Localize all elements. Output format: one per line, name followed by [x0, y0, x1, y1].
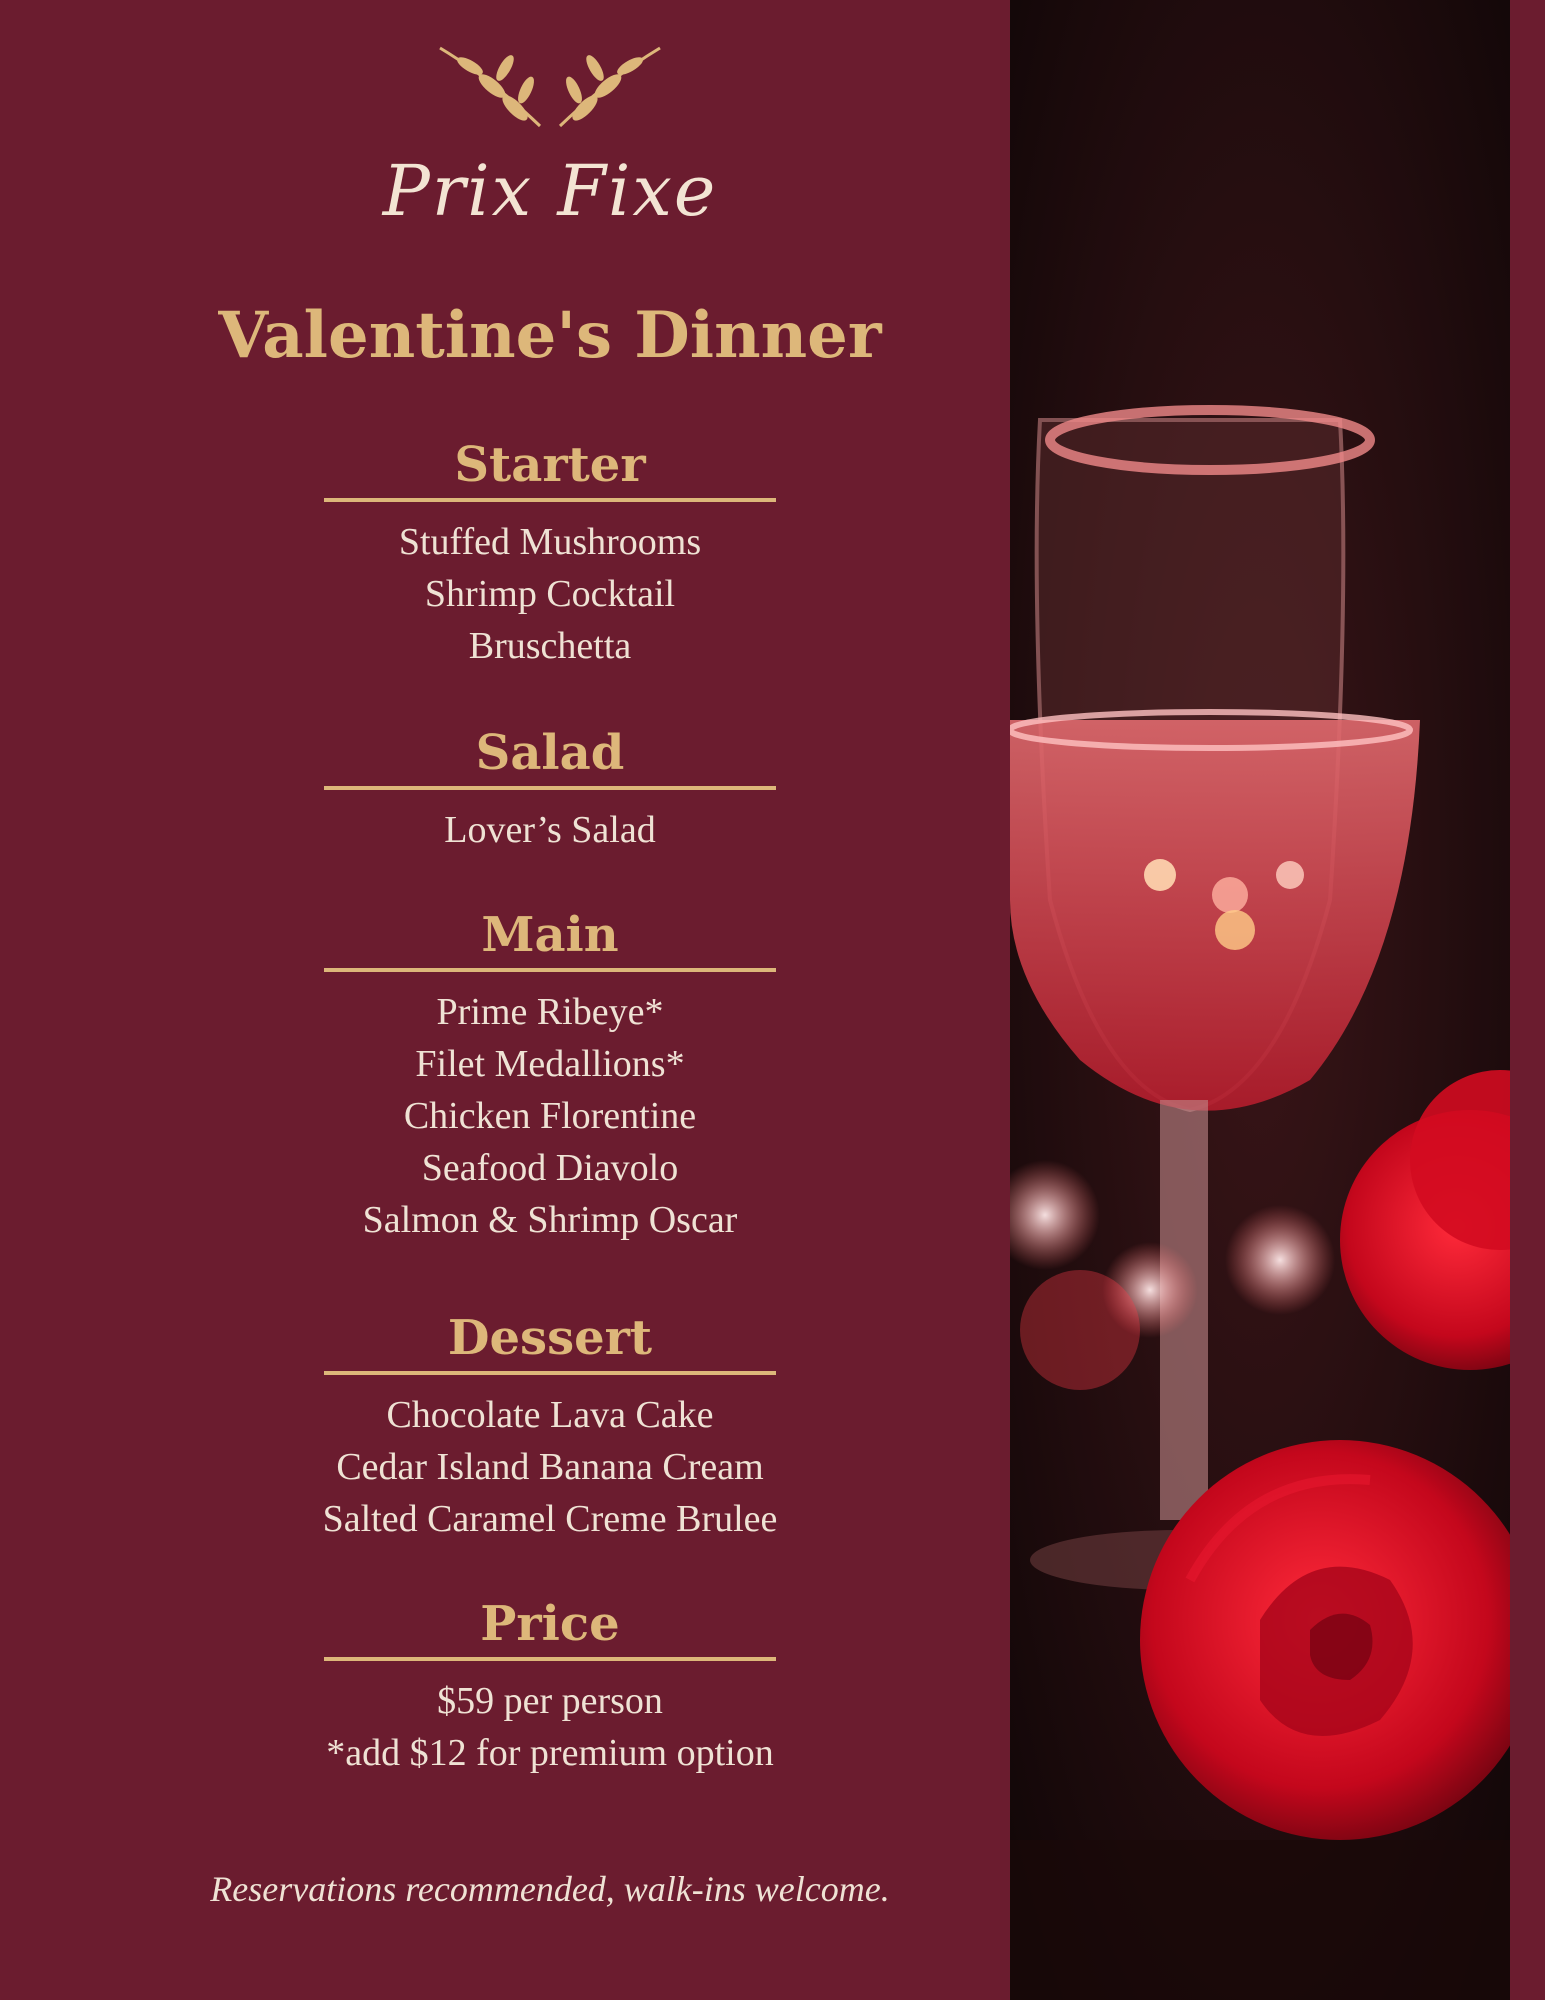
price-line: $59 per person — [437, 1680, 663, 1722]
section-heading: Price — [480, 1596, 620, 1652]
section-heading: Dessert — [447, 1310, 653, 1366]
price-line: *add $12 for premium option — [326, 1732, 774, 1774]
menu-item: Cedar Island Banana Cream — [336, 1446, 764, 1488]
menu-item: Salted Caramel Creme Brulee — [322, 1498, 778, 1540]
menu-item: Salmon & Shrimp Oscar — [362, 1199, 738, 1241]
section-heading: Main — [481, 907, 619, 963]
footer-note: Reservations recommended, walk-ins welcome. — [210, 1869, 890, 1909]
menu-item: Chocolate Lava Cake — [386, 1394, 714, 1436]
section-heading: Starter — [454, 437, 646, 493]
section-starter — [0, 432, 1100, 672]
wine-rose-photo — [1010, 0, 1510, 2000]
photo-illustration — [1010, 0, 1510, 2000]
menu-item: Shrimp Cocktail — [424, 573, 676, 615]
section-divider — [324, 1657, 776, 1661]
section-main — [0, 902, 1100, 1246]
section-divider — [324, 1371, 776, 1375]
menu-item: Prime Ribeye* — [436, 991, 664, 1033]
menu-item: Lover’s Salad — [444, 809, 656, 851]
page-title: Valentine's Dinner — [218, 298, 882, 373]
right-border-strip — [1510, 0, 1545, 2000]
laurel-branches-icon — [430, 38, 670, 138]
section-dessert — [0, 1305, 1100, 1545]
menu-item: Bruschetta — [468, 625, 632, 667]
section-divider — [324, 786, 776, 790]
section-divider — [324, 968, 776, 972]
section-divider — [324, 498, 776, 502]
menu-item: Chicken Florentine — [403, 1095, 697, 1137]
section-heading: Salad — [475, 725, 625, 781]
section-price — [0, 1591, 1100, 1779]
script-title: Prix Fixe — [382, 150, 718, 232]
menu-item: Stuffed Mushrooms — [398, 521, 702, 563]
section-salad — [0, 720, 1100, 856]
menu-item: Seafood Diavolo — [421, 1147, 679, 1189]
menu-item: Filet Medallions* — [415, 1043, 685, 1085]
